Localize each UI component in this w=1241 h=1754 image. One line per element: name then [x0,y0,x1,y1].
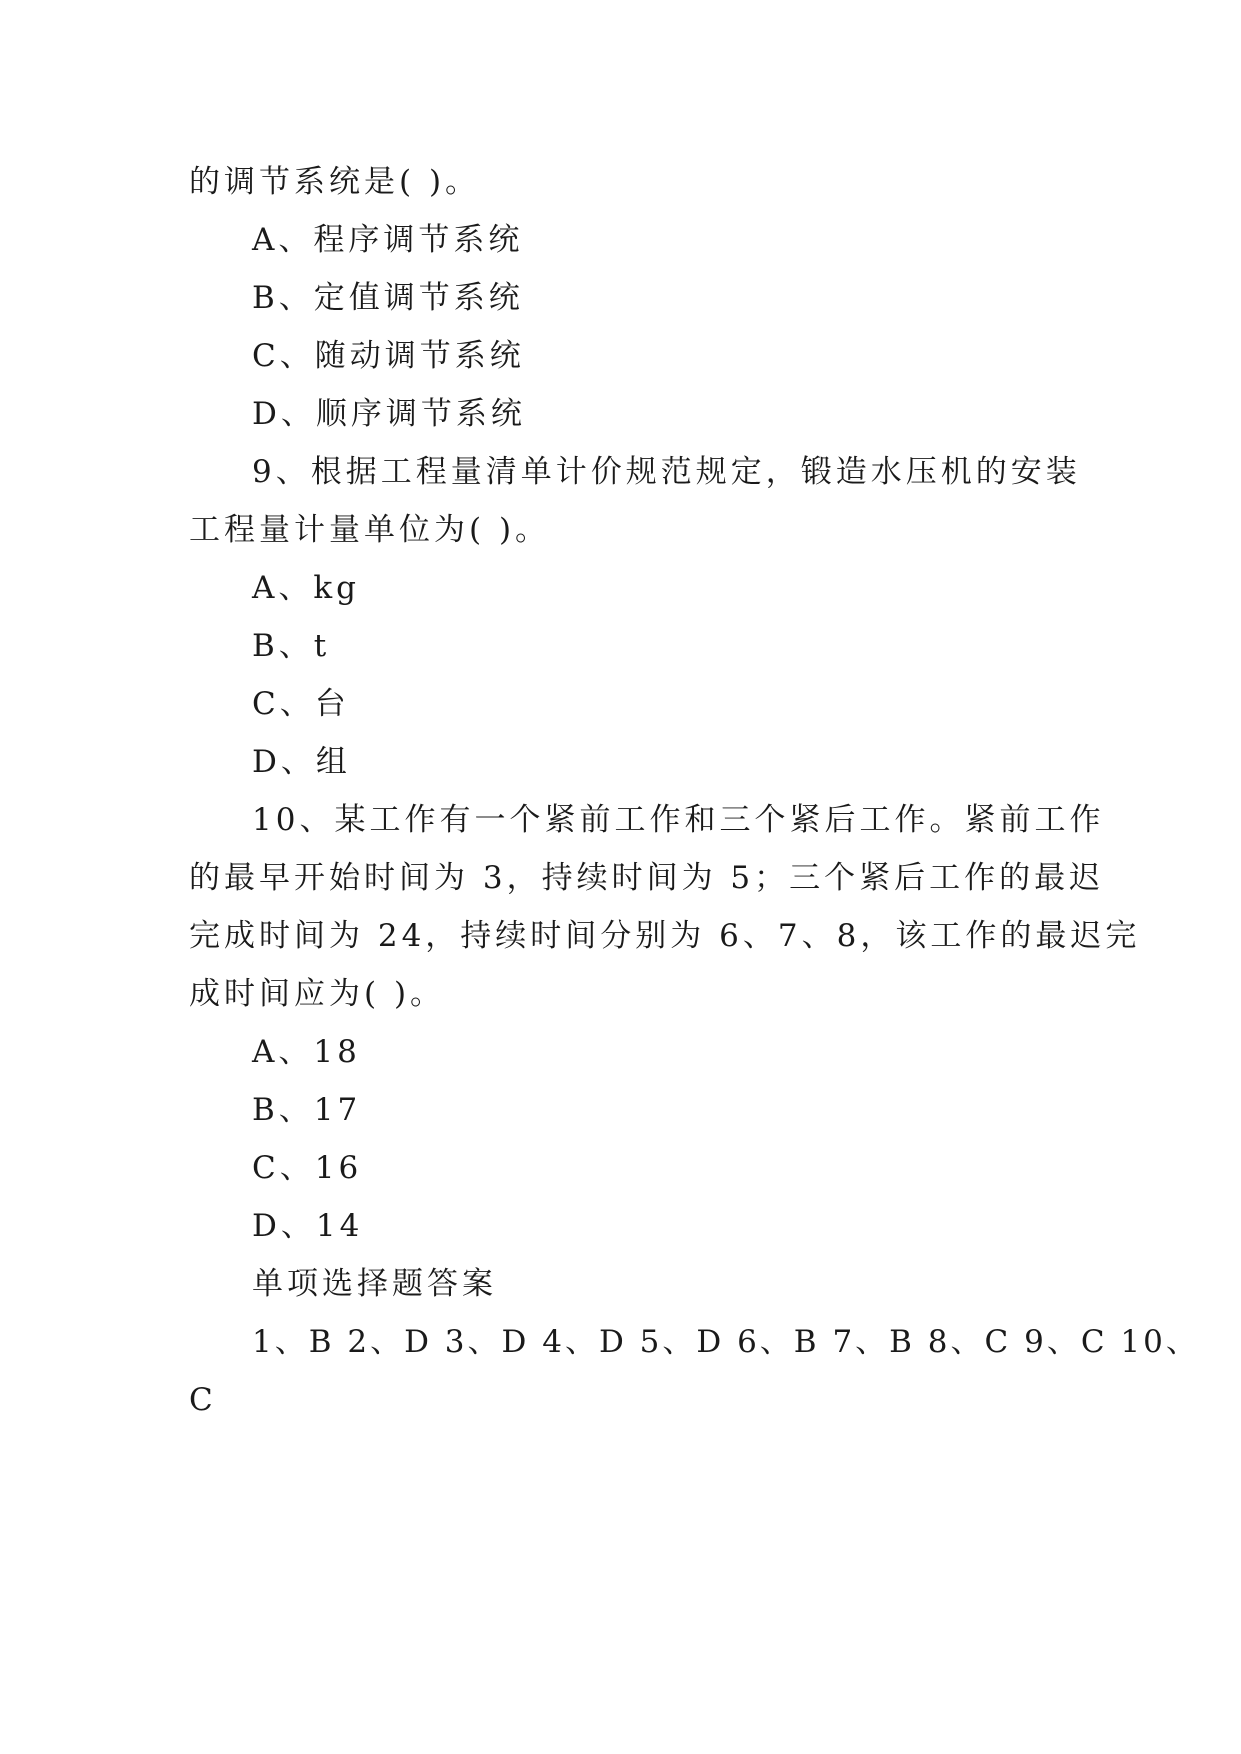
q9-stem-line-2: 工程量计量单位为( )。 [189,512,551,548]
q10-stem-line-3: 完成时间为 24，持续时间分别为 6、7、8，该工作的最迟完 [189,918,1141,954]
q10-option-d: D、14 [252,1208,364,1244]
q10-stem-line-1: 10、某工作有一个紧前工作和三个紧后工作。紧前工作 [252,802,1105,838]
q9-option-b: B、t [252,628,331,664]
q9-option-c: C、台 [252,686,350,722]
q8-option-c: C、随动调节系统 [252,338,525,374]
q8-option-d: D、顺序调节系统 [252,396,526,432]
q8-option-a: A、程序调节系统 [252,222,524,258]
answers-line-2: C [189,1382,217,1418]
q10-option-b: B、17 [252,1092,362,1128]
answers-line-1: 1、B 2、D 3、D 4、D 5、D 6、B 7、B 8、C 9、C 10、 [252,1324,1200,1360]
q9-option-d: D、组 [252,744,351,780]
q10-option-c: C、16 [252,1150,363,1186]
q10-option-a: A、18 [252,1034,361,1070]
q9-option-a: A、kg [252,570,361,606]
q8-option-b: B、定值调节系统 [252,280,524,316]
answers-heading: 单项选择题答案 [252,1266,497,1302]
q10-stem-line-2: 的最早开始时间为 3，持续时间为 5；三个紧后工作的最迟 [189,860,1105,896]
q9-stem-line-1: 9、根据工程量清单计价规范规定，锻造水压机的安装 [252,454,1081,490]
q10-stem-line-4: 成时间应为( )。 [189,976,446,1012]
q8-stem-end: 的调节系统是( )。 [189,164,481,200]
